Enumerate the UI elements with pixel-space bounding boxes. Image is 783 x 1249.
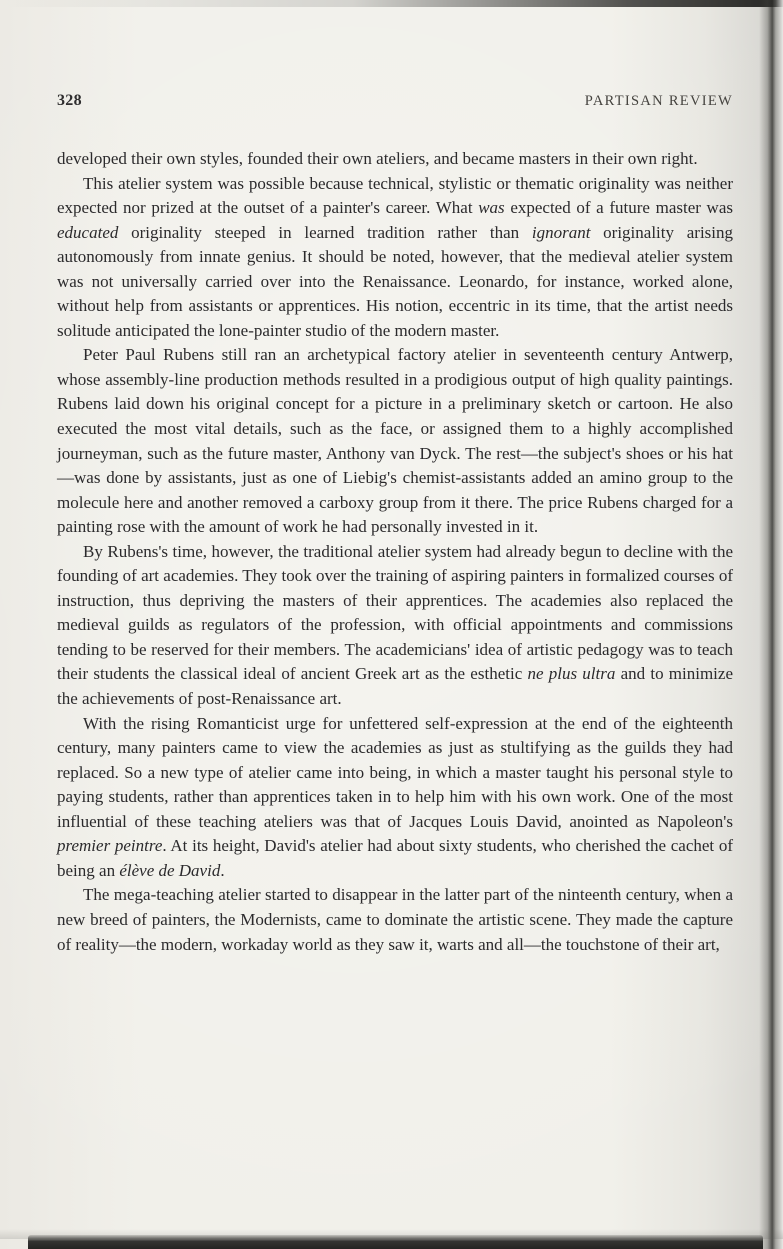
text-run: This atelier system was possible because technical, stylistic or thematic originality was neither expected nor prized at the outset of a painter's career. What	[57, 173, 733, 218]
italic-text-run: educated	[57, 222, 119, 242]
page-number: 328	[57, 92, 82, 109]
italic-text-run: ne plus ultra	[527, 664, 616, 684]
paragraph	[57, 540, 733, 712]
text-run: The mega-teaching atelier started to disappear in the latter part of the ninteenth century, when a new breed of painters, the Modernists, came to dominate the artistic scene. They made the capture of reality—the modern, workaday world as they saw it, warts and all—the touchstone of their art,	[57, 885, 733, 954]
text-run: By Rubens's time, however, the traditional atelier system had already begun to decline with the founding of art academies. They took over the training of aspiring painters in formalized courses of instruction, thus depriving the masters of their apprentices. The academies also replaced the medieval guilds as regulators of the profession, with official appointments and commissions tending to be reserved for their members. The academicians' idea of artistic pedagogy was to teach their students the classical ideal of ancient Greek art as the esthetic	[57, 541, 733, 684]
running-head	[57, 92, 733, 110]
italic-text-run: was	[478, 198, 505, 218]
scan-edge-shadow-right	[759, 0, 783, 1249]
italic-text-run: premier peintre	[57, 836, 163, 856]
text-run: . At its height, David's atelier had about sixty students, who cherished the cachet of being an	[57, 836, 733, 880]
paragraph	[57, 712, 733, 884]
text-run: .	[220, 860, 225, 880]
scan-edge-shadow-bottom	[28, 1235, 763, 1249]
paragraph	[57, 883, 733, 957]
text-run: expected of a future master was	[504, 198, 733, 218]
paragraph	[57, 343, 733, 539]
text-run: and to minimize the achievements of post-Renaissance art.	[57, 664, 733, 709]
text-run: originality arising autonomously from innate genius. It should be noted, however, that the medieval atelier system was not universally carried over into the Renaissance. Leonardo, for instance, worked alone, without help from assistants or apprentices. His notion, eccentric in its time, that the artist needs solitude anticipated the lone-painter studio of the modern master.	[57, 222, 734, 340]
scan-edge-shadow-top	[0, 0, 783, 7]
text-run: With the rising Romanticist urge for unfettered self-expression at the end of the eighteenth century, many painters came to view the academies as just as stultifying as the guilds they had replaced. So a new type of atelier came into being, in which a master taught his personal style to paying students, rather than apprentices taken in to help him with his own work. One of the most influential of these teaching ateliers was that of Jacques Louis David, anointed as Napoleon's	[57, 713, 733, 831]
journal-title: PARTISAN REVIEW	[584, 93, 733, 109]
paragraph	[57, 147, 733, 172]
text-run: developed their own styles, founded their own ateliers, and became masters in their own right.	[57, 149, 698, 168]
italic-text-run: élève de David	[119, 860, 221, 880]
text-run: originality steeped in learned tradition rather than	[118, 222, 532, 242]
page-body	[57, 147, 733, 957]
italic-text-run: ignorant	[531, 222, 591, 242]
paragraph	[57, 172, 733, 344]
text-run: Peter Paul Rubens still ran an archetypical factory atelier in seventeenth century Antwerp, whose assembly-line production methods resulted in a prodigious output of high quality paintings. Rubens laid down his original concept for a picture in a preliminary sketch or cartoon. He also executed the most vital details, such as the face, or assigned them to a highly accomplished journeyman, such as the future master, Anthony van Dyck. The rest—the subject's shoes or his hat—was done by assistants, just as one of Liebig's chemist-assistants added an amino group to the molecule here and another removed a carboxy group from it there. The price Rubens charged for a painting rose with the amount of work he had personally invested in it.	[57, 345, 733, 537]
